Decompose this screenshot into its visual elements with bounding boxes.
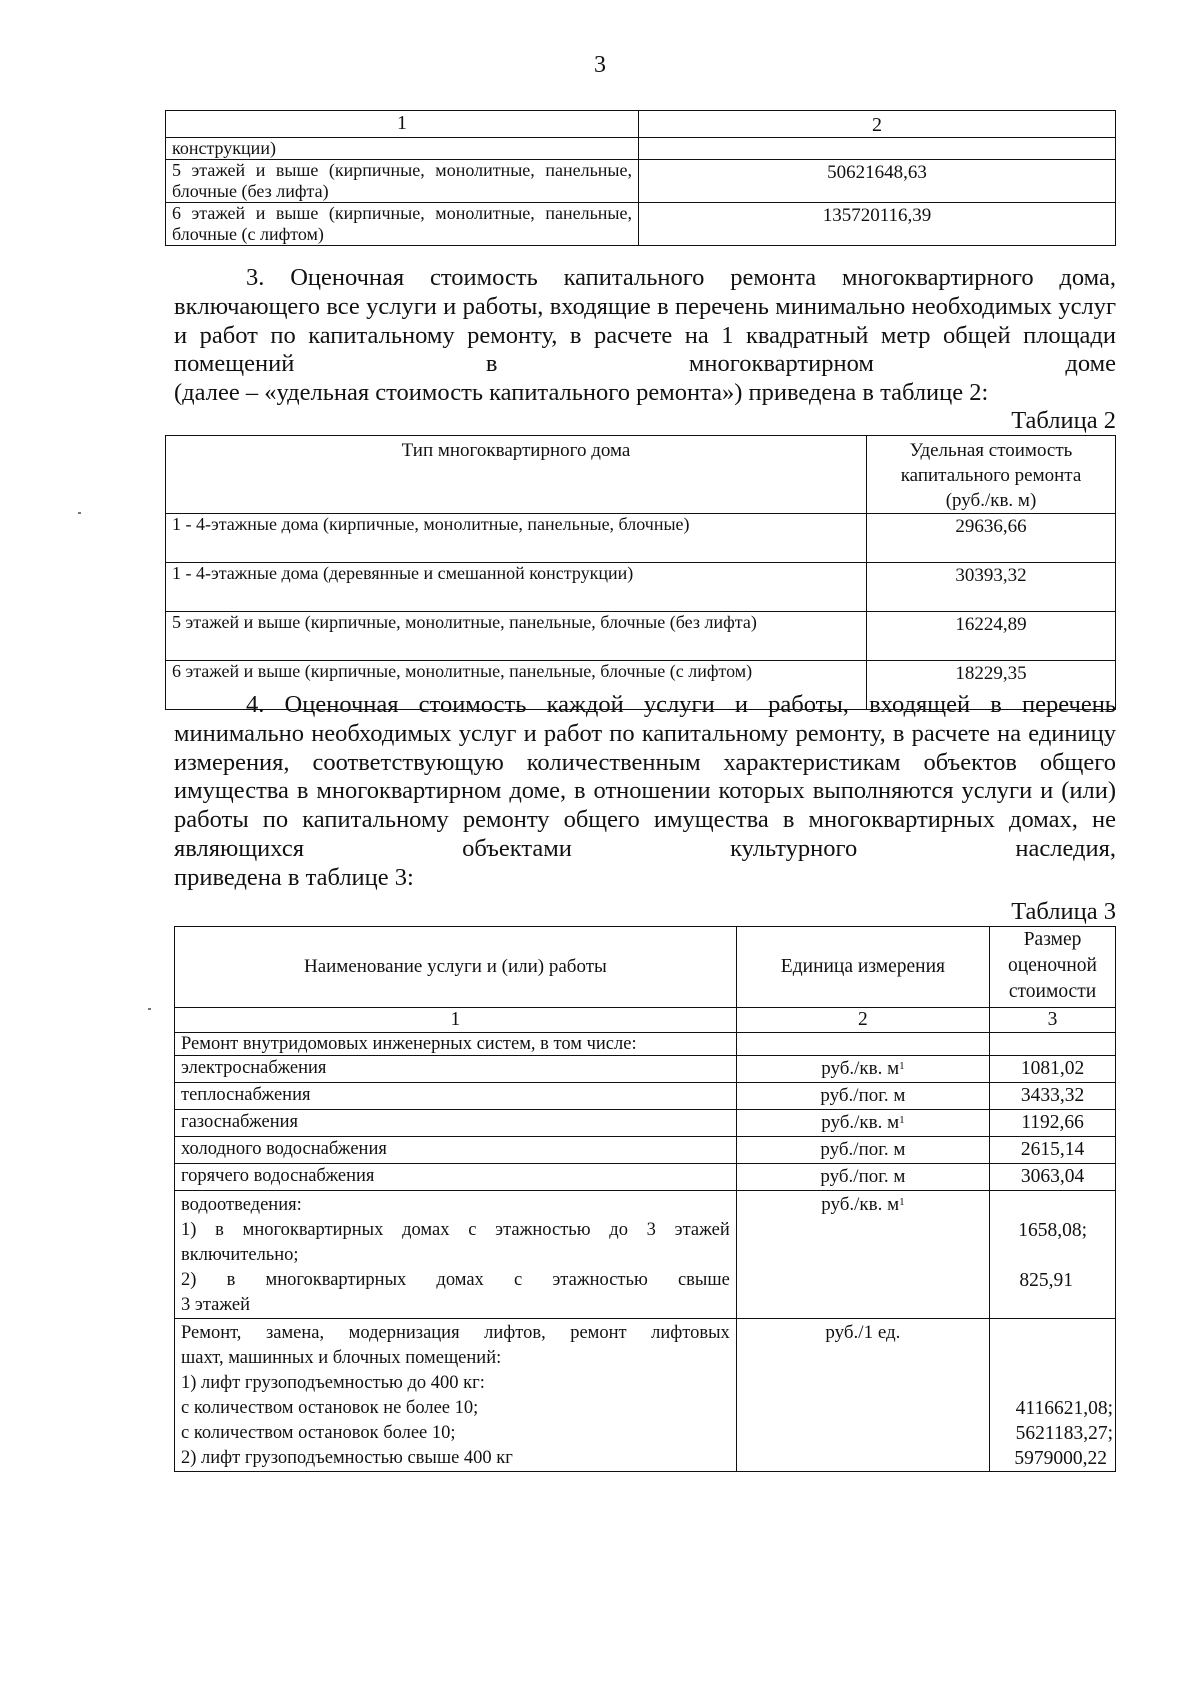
value-cell: 18229,35 bbox=[867, 661, 1116, 710]
header-cost: Размер оценочной стоимости bbox=[990, 927, 1116, 1008]
lifts-cell: Ремонт, замена, модернизация лифтов, ремонт лифтовых шахт, машинных и блочных помещений: 1) лифт грузоподъемностью до 400 кг: с количеством остановок не более 10; с количеством остановок более 10; 2) лифт грузоподъемностью свыше 400 кг bbox=[175, 1319, 737, 1472]
cost-cell: 2615,14 bbox=[990, 1137, 1116, 1164]
column-number: 3 bbox=[990, 1008, 1116, 1033]
header-unit: Единица измерения bbox=[736, 927, 989, 1008]
table-row bbox=[175, 1164, 1116, 1191]
table-1-continuation bbox=[165, 110, 1116, 246]
header-house-type: Тип многоквартирного дома bbox=[166, 436, 867, 514]
column-number: 1 bbox=[175, 1008, 737, 1033]
header-service-name: Наименование услуги и (или) работы bbox=[175, 927, 737, 1008]
column-number: 1 bbox=[166, 111, 639, 138]
paragraph-3-text: 3. Оценочная стоимость капитального ремонта многоквартирного дома, включающего все услуги и работы, входящие в перечень минимально необходимых услуг и работ по капитальному ремонту, в расчете на 1 квадратный метр общей площади помещений в многоквартирном доме bbox=[174, 264, 1116, 378]
service-name-cell: теплоснабжения bbox=[175, 1083, 737, 1110]
lifts-row bbox=[175, 1319, 1116, 1472]
lifts-unit-cell: руб./1 ед. bbox=[736, 1319, 989, 1472]
service-name-cell: горячего водоснабжения bbox=[175, 1164, 737, 1191]
table-3-caption: Таблица 3 bbox=[1011, 898, 1116, 925]
value-cell: 16224,89 bbox=[867, 612, 1116, 661]
cost-cell: 1192,66 bbox=[990, 1110, 1116, 1137]
paragraph-4-last-line: приведена в таблице 3: bbox=[174, 863, 414, 891]
table-3 bbox=[174, 926, 1116, 1472]
table-row bbox=[166, 514, 1116, 563]
house-type-cell: 6 этажей и выше (кирпичные, монолитные, панельные, блочные (с лифтом) bbox=[166, 661, 867, 710]
header-unit-cost: Удельная стоимость капитального ремонта (руб./кв. м) bbox=[867, 436, 1116, 514]
service-name-cell: газоснабжения bbox=[175, 1110, 737, 1137]
column-number: 2 bbox=[639, 111, 1116, 138]
table-header-row bbox=[166, 436, 1116, 514]
value-cell: 50621648,63 bbox=[639, 160, 1116, 203]
superscript: 1 bbox=[899, 1114, 905, 1126]
drainage-cell: водоотведения: 1) в многоквартирных домах с этажностью до 3 этажей включительно; 2) в многоквартирных домах с этажностью свыше 3 этажей bbox=[175, 1191, 737, 1319]
page-number: 3 bbox=[594, 52, 606, 78]
table-row bbox=[166, 138, 1116, 160]
value-cell: 29636,66 bbox=[867, 514, 1116, 563]
paragraph-4-text: 4. Оценочная стоимость каждой услуги и работы, входящей в перечень минимально необходимых услуг и работ по капитальному ремонту, в расчете на единицу измерения, соответствующую количественным характеристикам объектов общего имущества в многоквартирном доме, в отношении которых выполняются услуги и (или) работы по капитальному ремонту общего имущества в многоквартирных домах, не являющихся объектами культурного наследия, bbox=[174, 691, 1116, 862]
paragraph-4 bbox=[174, 691, 1116, 893]
table-2-caption: Таблица 2 bbox=[1011, 407, 1116, 434]
value-cell: 30393,32 bbox=[867, 563, 1116, 612]
section-row bbox=[175, 1033, 1116, 1056]
table-row bbox=[166, 612, 1116, 661]
scan-speck bbox=[148, 1008, 151, 1010]
drainage-unit-cell: руб./кв. $м^1$ bbox=[736, 1191, 989, 1319]
table-row bbox=[175, 1056, 1116, 1083]
paragraph-3 bbox=[174, 264, 1116, 408]
table-row bbox=[175, 1137, 1116, 1164]
table-2 bbox=[165, 435, 1116, 710]
value-cell: 135720116,39 bbox=[639, 203, 1116, 246]
drainage-cost-cell: 1658,08; 825,91 bbox=[990, 1191, 1116, 1319]
table-row bbox=[166, 203, 1116, 246]
house-type-cell: конструкции) bbox=[166, 138, 639, 160]
scan-speck bbox=[78, 512, 81, 514]
house-type-cell: 5 этажей и выше (кирпичные, монолитные, панельные, блочные (без лифта) bbox=[166, 160, 639, 203]
cost-cell: 3063,04 bbox=[990, 1164, 1116, 1191]
service-name-cell: электроснабжения bbox=[175, 1056, 737, 1083]
superscript: 1 bbox=[899, 1060, 905, 1072]
table-row bbox=[166, 160, 1116, 203]
unit-cell: руб./пог. м bbox=[736, 1137, 989, 1164]
column-numbers-row bbox=[175, 1008, 1116, 1033]
table-row bbox=[175, 1083, 1116, 1110]
table-row bbox=[166, 563, 1116, 612]
lifts-cost-cell: 4116621,08; 5621183,27; 5979000,22 bbox=[990, 1319, 1116, 1472]
table-row bbox=[175, 1110, 1116, 1137]
cost-cell: 1081,02 bbox=[990, 1056, 1116, 1083]
section-title: Ремонт внутридомовых инженерных систем, в том числе: bbox=[175, 1033, 737, 1056]
house-type-cell: 5 этажей и выше (кирпичные, монолитные, панельные, блочные (без лифта) bbox=[166, 612, 867, 661]
column-number: 2 bbox=[736, 1008, 989, 1033]
house-type-cell: 6 этажей и выше (кирпичные, монолитные, панельные, блочные (с лифтом) bbox=[166, 203, 639, 246]
drainage-row bbox=[175, 1191, 1116, 1319]
cost-cell: 3433,32 bbox=[990, 1083, 1116, 1110]
house-type-cell: 1 - 4-этажные дома (деревянные и смешанной конструкции) bbox=[166, 563, 867, 612]
service-name-cell: холодного водоснабжения bbox=[175, 1137, 737, 1164]
unit-cell: руб./пог. м bbox=[736, 1083, 989, 1110]
paragraph-3-last-line: (далее – «удельная стоимость капитального ремонта») приведена в таблице 2: bbox=[174, 379, 989, 407]
unit-cell: руб./кв. $м^1$ bbox=[736, 1056, 989, 1083]
superscript: 1 bbox=[899, 1196, 905, 1208]
unit-cell: руб./кв. $м^1$ bbox=[736, 1110, 989, 1137]
house-type-cell: 1 - 4-этажные дома (кирпичные, монолитные, панельные, блочные) bbox=[166, 514, 867, 563]
unit-cell: руб./пог. м bbox=[736, 1164, 989, 1191]
table-header-row bbox=[166, 111, 1116, 138]
table-header-row bbox=[175, 927, 1116, 1008]
value-cell bbox=[639, 138, 1116, 160]
